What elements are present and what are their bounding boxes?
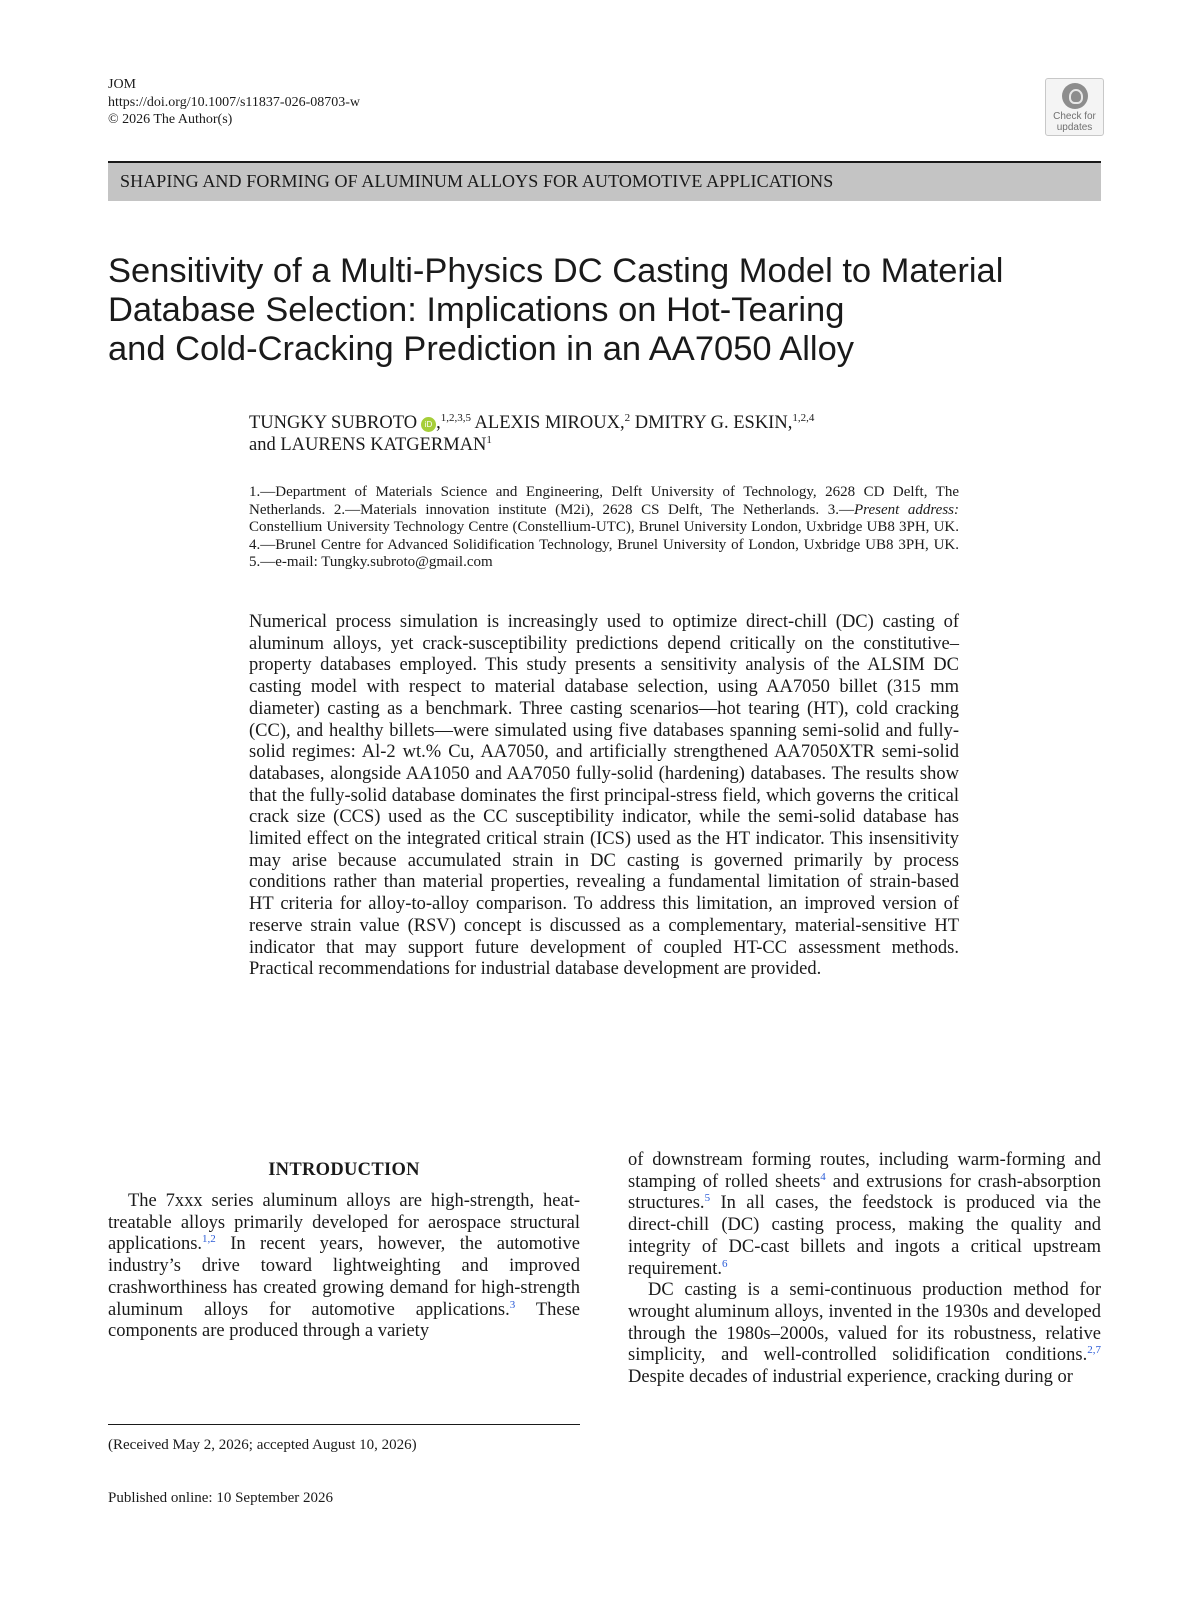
- orcid-icon[interactable]: iD: [421, 417, 436, 432]
- author-line-1: TUNGKY SUBROTO iD ,$^{1,2,3,5}$ ALEXIS MIROUX,$^2$ DMITRY G. ESKIN,$^{1,2,4}$: [249, 412, 815, 433]
- author-affil-sup: 2: [624, 412, 631, 424]
- section-band: [108, 163, 1101, 201]
- author-name: DMITRY G. ESKIN,: [634, 413, 793, 433]
- intro-right-column: [628, 1150, 1101, 1389]
- para-text: The 7xxx series aluminum alloys are high-strength, heat-treatable alloys primarily developed for aerospace structural applications.: [108, 1191, 580, 1255]
- citation-link[interactable]: 6: [722, 1257, 728, 1270]
- intro-paragraph: [628, 1280, 1101, 1389]
- section-title: SHAPING AND FORMING OF ALUMINUM ALLOYS FOR AUTOMOTIVE APPLICATIONS: [120, 171, 834, 191]
- para-text: These components are produced through a variety: [108, 1299, 580, 1342]
- affiliation-italic: Present address:: [854, 501, 960, 518]
- article-title: [108, 252, 1098, 369]
- intro-paragraph: [108, 1191, 580, 1343]
- intro-left-column: [108, 1160, 580, 1343]
- check-updates-icon: [1062, 83, 1088, 109]
- para-text: In all cases, the feedstock is produced via the direct-chill (DC) casting process, making the quality and integrity of DC-cast billets and ingots a critical upstream requirement.: [628, 1193, 1101, 1279]
- author-name: ALEXIS MIROUX,: [474, 413, 625, 433]
- citation-link[interactable]: 3: [509, 1298, 516, 1311]
- title-line: and Cold-Cracking Prediction in an AA7050 Alloy: [108, 330, 855, 368]
- citation-link[interactable]: 4: [820, 1170, 826, 1183]
- para-text: and extrusions for crash-absorption structures.: [628, 1171, 1101, 1214]
- published-date: Published online: 10 September 2026: [108, 1490, 333, 1506]
- author-line-2: [249, 434, 969, 456]
- affiliation-text: 1.—Department of Materials Science and Engineering, Delft University of Technology, 2628 CD Delft, The Netherlands. 2.—Materials innovation institute (M2i), 2628 CS Delft, The Netherlands. 3.—: [249, 484, 959, 518]
- footnote-rule: [108, 1424, 580, 1425]
- author-name: and LAURENS KATGERMAN: [249, 435, 487, 455]
- para-text: of downstream forming routes, including warm-forming and stamping of rolled sheets: [628, 1150, 1101, 1192]
- section-heading-introduction: INTRODUCTION: [268, 1160, 420, 1180]
- received-dates: (Received May 2, 2026; accepted August 10, 2026): [108, 1437, 417, 1453]
- citation-link[interactable]: 5: [704, 1192, 711, 1205]
- citation-link[interactable]: 2,7: [1087, 1344, 1101, 1357]
- copyright-notice: © 2026 The Author(s): [108, 112, 233, 127]
- badge-line-1: Check for: [1053, 111, 1096, 122]
- para-text: DC casting is a semi-continuous production method for wrought aluminum alloys, invented in the 1930s and developed through the 1980s–2000s, valued for its robustness, relative simplicity, and well-controlled solidification conditions.: [628, 1280, 1101, 1366]
- intro-paragraph: [628, 1150, 1101, 1280]
- journal-header: [108, 76, 360, 129]
- abstract: Numerical process simulation is increasingly used to optimize direct-chill (DC) casting of aluminum alloys, yet crack-susceptibility predictions depend critically on the constitutive–property databases employed. This study presents a sensitivity analysis of the ALSIM DC casting model with respect to material database selection, using AA7050 billet (315 mm diameter) casting as a benchmark. Three casting scenarios—hot tearing (HT), cold cracking (CC), and healthy billets—were simulated using five databases spanning semi-solid and fully-solid regimes: Al-2 wt.% Cu, AA7050, and artificially strengthened AA7050XTR semi-solid databases, alongside AA1050 and AA7050 fully-solid (hardening) databases. The results show that the fully-solid database dominates the first principal-stress field, which governs the critical crack size (CCS) used as the CC susceptibility indicator, while the semi-solid database has limited effect on the integrated critical strain (ICS) used as the HT indicator. This insensitivity may arise because accumulated strain in DC casting is governed primarily by process conditions rather than material properties, revealing a fundamental limitation of strain-based HT criteria for alloy-to-alloy comparison. To address this limitation, an improved version of reserve strain value (RSV) concept is discussed as a complementary, material-sensitive HT indicator that may support future development of coupled HT-CC assessment methods. Practical recommendations for industrial database development are provided.: [249, 612, 959, 980]
- doi-link[interactable]: https://doi.org/10.1007/s11837-026-08703-w: [108, 94, 360, 110]
- title-line: Database Selection: Implications on Hot-Tearing: [108, 291, 845, 329]
- author-list: [249, 412, 969, 456]
- affiliations: [249, 484, 959, 572]
- author-affil-sup: 1: [486, 434, 492, 446]
- author-affil-sup: 1,2,4: [792, 412, 815, 424]
- journal-name: JOM: [108, 77, 137, 92]
- title-line: Sensitivity of a Multi-Physics DC Casting Model to Material: [108, 252, 1004, 290]
- affiliation-text: Constellium University Technology Centre (Constellium-UTC), Brunel University London, Uxbridge UB8 3PH, UK. 4.—Brunel Centre for Advanced Solidification Technology, Brunel University of London, Uxbridge UB8 3PH, UK. 5.—e-mail: Tungky.subroto@gmail.com: [249, 519, 959, 571]
- para-text: Despite decades of industrial experience, cracking during or: [628, 1367, 1073, 1388]
- check-for-updates-badge[interactable]: [1045, 78, 1104, 136]
- author-name: TUNGKY SUBROTO: [249, 413, 418, 433]
- author-affil-sup: 1,2,3,5: [440, 412, 471, 424]
- badge-line-2: updates: [1056, 122, 1093, 133]
- para-text: In recent years, however, the automotive industry’s drive toward lightweighting and improved crashworthiness has created growing demand for high-strength aluminum alloys for automotive applications.: [108, 1234, 580, 1320]
- citation-link[interactable]: 1,2: [202, 1233, 216, 1246]
